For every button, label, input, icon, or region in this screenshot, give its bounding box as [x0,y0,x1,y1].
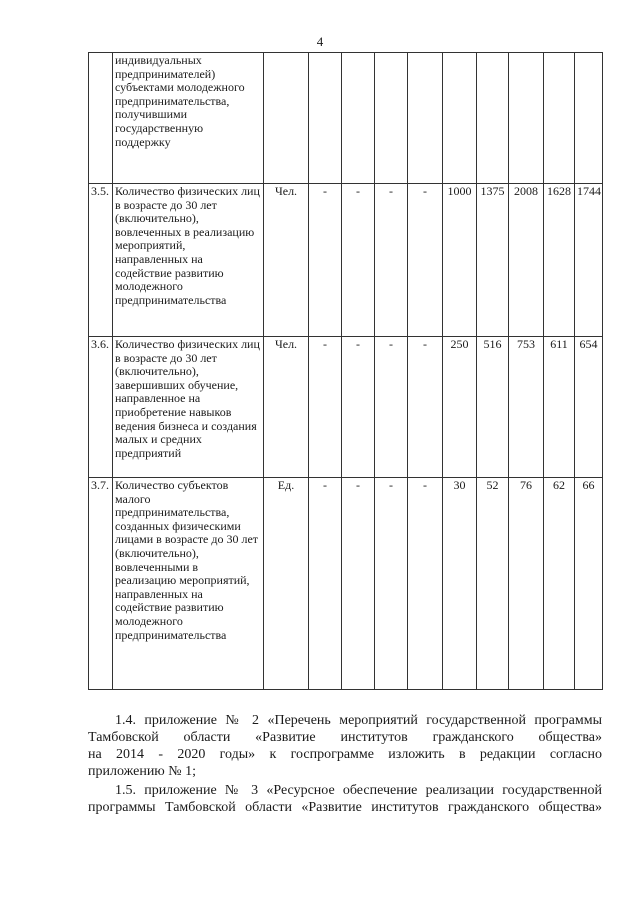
table-row [89,337,603,478]
value-cell: 66 [575,478,603,690]
paragraph-line: 1.5. приложение № 3 «Ресурсное обеспечение реализации государственной [115,783,602,798]
paragraph-line: Тамбовской области «Развитие институтов гражданского общества» [88,730,602,745]
value-cell: - [309,184,342,337]
value-cell: - [342,337,375,478]
indicators-table [88,52,603,690]
row-number [89,53,113,184]
indicator-name: Количество физических лиц в возрасте до 30 лет (включительно), завершивших обучение, направленное на приобретение навыков ведения бизнеса и создания малых и средних предприятий [113,337,264,478]
value-cell: 76 [509,478,544,690]
value-cell: - [309,478,342,690]
unit-cell: Ед. [264,478,309,690]
paragraph-appendix-2 [88,712,602,780]
value-cell: 753 [509,337,544,478]
value-cell: - [408,337,443,478]
value-cell: - [408,478,443,690]
value-cell: - [342,184,375,337]
table-row [89,184,603,337]
unit-cell [264,53,309,184]
value-cell: 2008 [509,184,544,337]
indicator-name: Количество физических лиц в возрасте до 30 лет (включительно), вовлеченных в реализацию мероприятий, направленных на содействие развитию молодежного предпринимательства [113,184,264,337]
value-cell: 654 [575,337,603,478]
value-cell [477,53,509,184]
value-cell: - [375,478,408,690]
paragraph-line: программы Тамбовской области «Развитие институтов гражданского общества» [88,800,602,815]
paragraph-line: на 2014 - 2020 годы» к госпрограмме изложить в редакции согласно [88,747,602,762]
value-cell: 516 [477,337,509,478]
indicator-name: Количество субъектов малого предпринимательства, созданных физическими лицами в возрасте до 30 лет (включительно), вовлеченными в реализацию мероприятий, направленных на содействие развитию молодежного предпринимательства [113,478,264,690]
unit-cell: Чел. [264,184,309,337]
value-cell: 1628 [544,184,575,337]
value-cell: 52 [477,478,509,690]
row-number: 3.7. [89,478,113,690]
value-cell: 611 [544,337,575,478]
value-cell [342,53,375,184]
value-cell: - [375,337,408,478]
paragraph-line: 1.4. приложение № 2 «Перечень мероприятий государственной программы [115,713,602,728]
row-number: 3.5. [89,184,113,337]
page-number: 4 [316,34,324,49]
value-cell: 250 [443,337,477,478]
value-cell [443,53,477,184]
value-cell [544,53,575,184]
value-cell: - [408,184,443,337]
value-cell: - [309,337,342,478]
paragraph-appendix-3 [88,782,602,816]
value-cell [375,53,408,184]
paragraph-line: приложению № 1; [88,764,197,779]
indicator-name: индивидуальных предпринимателей) субъектами молодежного предпринимательства, получившими государственную поддержку [113,53,264,184]
value-cell: - [375,184,408,337]
value-cell: 1000 [443,184,477,337]
unit-cell: Чел. [264,337,309,478]
row-number: 3.6. [89,337,113,478]
value-cell: - [342,478,375,690]
table-row [89,53,603,184]
value-cell [575,53,603,184]
value-cell [309,53,342,184]
value-cell: 30 [443,478,477,690]
value-cell: 1375 [477,184,509,337]
value-cell: 62 [544,478,575,690]
table-row [89,478,603,690]
value-cell [509,53,544,184]
value-cell [408,53,443,184]
value-cell: 1744 [575,184,603,337]
